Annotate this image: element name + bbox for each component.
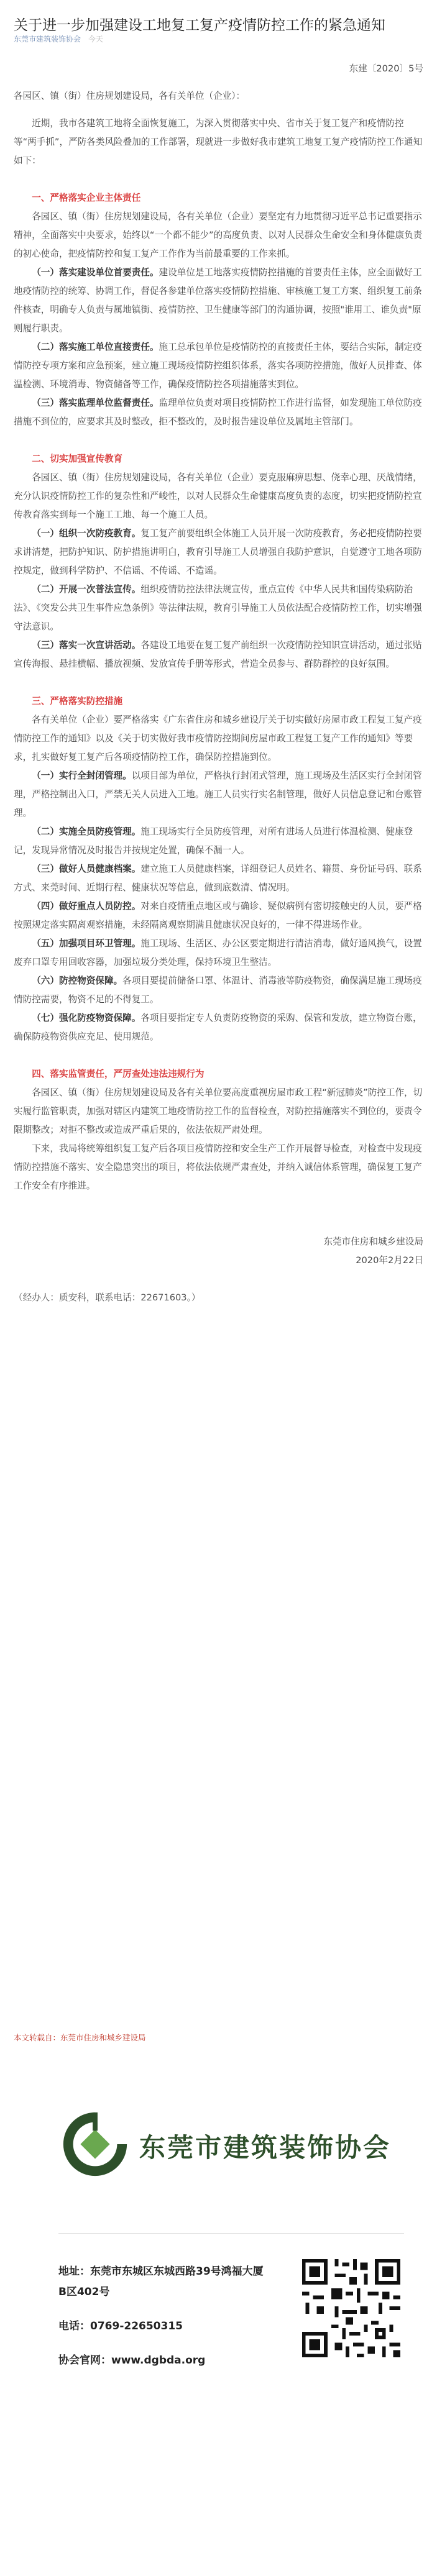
item-text: 建立施工人员健康档案，详细登记人员姓名、籍贯、身份证号码、联系方式、来莞时间、近期行程、健康状况等信息，做到底数清、情况明。 [14, 864, 422, 893]
association-logo [58, 2108, 407, 2182]
signature-org: 东莞市住房和城乡建设局 [323, 1236, 423, 1247]
divider [58, 2233, 404, 2234]
item-text: 各项目要指定专人负责防疫物资的采购、保管和发放，建立物资台账，确保防疫物资供应充足、使用规范。 [14, 1013, 422, 1042]
section-4-paragraph-1: 各园区、镇（街）住房规划建设局及各有关单位要高度重视房屋市政工程“新冠肺炎”防控工作，切实履行监管职责，加强对辖区内建筑工地疫情防控工作的监督检查，对防控措施落实不到位的，要责令限期整改；对拒不整改或造成严重后果的，依法依规严肃处理。 [14, 1087, 423, 1135]
section-3-item-4 [14, 897, 423, 934]
qr-code-icon [298, 2255, 404, 2361]
article-meta [14, 34, 103, 44]
article-body [14, 60, 423, 1307]
source-label: 本文转载自： [14, 2033, 61, 2042]
source-link[interactable]: 东莞市住房和城乡建设局 [60, 2033, 146, 2042]
section-2-intro: 各园区、镇（街）住房规划建设局，各有关单位（企业）要克服麻痹思想、侥幸心理、厌战情绪，充分认识疫情防控工作的复杂性和严峻性，以对人民群众生命健康高度负责的态度，切实把疫情防控宣传教育落实到每一个施工工地、每一个施工人员。 [14, 472, 422, 520]
intro-paragraph: 近期，我市各建筑工地将全面恢复施工，为深入贯彻落实中央、省市关于复工复产和疫情防控等“两手抓”，严防各类风险叠加的工作部署，现就进一步做好我市建筑工地复工复产疫情防控工作通知如下： [14, 118, 423, 166]
footer-card [0, 2069, 437, 2576]
contact-note: （经办人：质安科，联系电话：22671603。） [14, 1292, 201, 1303]
item-text: 各建设工地要在复工复产前组织一次疫情防控知识宣讲活动，通过张贴宣传海报、悬挂横幅、播放视频、发放宣传手册等形式，营造全员参与、群防群控的良好氛围。 [14, 640, 422, 669]
item-text: 施工总承包单位是疫情防控的直接责任主体，要结合实际，制定疫情防控专项方案和应急预案，建立施工现场疫情防控组织体系，落实各项防控措施，做好人员排查、体温检测、环境消毒、物资储备等工作，确保疫情防控各项措施落实到位。 [14, 342, 422, 390]
item-text: 监理单位负责对项目疫情防控工作进行监督，如发现施工单位防疫措施不到位的，应要求其及时整改，拒不整改的，及时报告建设单位及属地主管部门。 [14, 398, 422, 427]
section-3-item-2 [14, 823, 423, 860]
section-4-paragraph-2: 下来，我局将统筹组织复工复产后各项目疫情防控和安全生产工作开展督导检查，对检查中发现疫情防控措施不落实、安全隐患突出的项目，将依法依规严肃查处，并纳入诚信体系管理，确保复工复产工作安全有序推进。 [14, 1143, 422, 1191]
section-2-item-2 [14, 580, 423, 636]
section-1-item-1 [14, 263, 423, 338]
section-4-title: 四、落实监管责任，严厉查处违法违规行为 [32, 1069, 205, 1079]
section-3-intro: 各有关单位（企业）要严格落实《广东省住房和城乡建设厅关于切实做好房屋市政工程复工复产疫情防控工作的通知》以及《关于切实做好我市疫情防控期间房屋市政工程复工复产工作的通知》等要求，扎实做好复工复产后各项疫情防控工作，确保防控措施到位。 [14, 715, 422, 762]
item-text: 组织疫情防控法律法规宣传，重点宣传《中华人民共和国传染病防治法》、《突发公共卫生事件应急条例》等法律法规，教育引导施工人员依法配合疫情防控工作，切实增强守法意识。 [14, 584, 422, 632]
section-2-item-3 [14, 636, 423, 674]
section-1-intro: 各园区、镇（街）住房规划建设局，各有关单位（企业）要坚定有力地贯彻习近平总书记重要指示精神，全面落实中央要求，始终以“一个都不能少”的高度负责、以对人民群众生命安全和身体健康负责的初心使命，把疫情防控和复工复产工作作为当前最重要的工作来抓。 [14, 211, 423, 259]
item-text: 施工现场、生活区、办公区要定期进行清洁消毒，做好通风换气，设置废弃口罩专用回收容器，加强垃圾分类处理，保持环境卫生整洁。 [14, 938, 422, 967]
section-3-item-7 [14, 1009, 423, 1046]
signature-date: 2020年2月22日 [356, 1255, 423, 1266]
publish-time: 今天 [88, 35, 103, 43]
item-heading: （二）落实施工单位直接责任。 [32, 342, 159, 352]
item-text: 建设单位是工地落实疫情防控措施的首要责任主体，应全面做好工地疫情防控的统筹、协调工作，督促各参建单位落实疫情防控措施、审核施工复工方案、组织复工前条件核查，明确专人负责与属地镇街、疫情防控、卫生健康等部门的沟通协调，按照"谁用工、谁负责"原则履行职责。 [14, 267, 422, 334]
item-text: 复工复产前要组织全体施工人员开展一次防疫教育，务必把疫情防控要求讲清楚，把防护知识、防护措施讲明白，教育引导施工人员增强自我防护意识，自觉遵守工地各项防控规定，做到科学防护、不信谣、不传谣、不造谣。 [14, 528, 422, 576]
item-heading: （七）强化防疫物资保障。 [32, 1013, 141, 1023]
item-heading: （三）做好人员健康档案。 [32, 864, 141, 874]
association-logo-text: 东莞市建筑装饰协会 [139, 2132, 392, 2163]
doc-number: 东建〔2020〕5号 [349, 63, 423, 74]
association-logo-icon [58, 2108, 132, 2181]
item-heading: （一）组织一次防疫教育。 [32, 528, 141, 539]
article-title: 关于进一步加强建设工地复工复产疫情防控工作的紧急通知 [14, 17, 385, 34]
item-text: 施工现场实行全员防疫管理，对所有进场人员进行体温检测、健康登记，发现异常情况及时报告并按规定处置，确保不漏一人。 [14, 826, 413, 856]
item-heading: （五）加强项目环卫管理。 [32, 938, 141, 949]
website-line[interactable]: 协会官网：www.dgbda.org [58, 2354, 206, 2367]
item-heading: （三）落实监理单位监督责任。 [32, 398, 159, 408]
publisher-link[interactable]: 东莞市建筑装饰协会 [14, 35, 81, 43]
item-heading: （一）实行全封闭管理。 [32, 770, 132, 781]
address-line: 地址：东莞市东城区东城西路39号鸿福大厦B区402号 [58, 2265, 264, 2298]
item-heading: （四）做好重点人员防控。 [32, 901, 141, 911]
section-2-title: 二、切实加强宣传教育 [32, 454, 123, 464]
item-heading: （六）防控物资保障。 [32, 975, 123, 986]
item-text: 对来自疫情重点地区或与确诊、疑似病例有密切接触史的人员，要严格按照规定落实隔离观察措施，未经隔离观察期满且健康状况良好的，一律不得进场作业。 [14, 901, 422, 930]
source-note [14, 2032, 146, 2043]
contact-info [58, 2262, 270, 2385]
section-3-item-5 [14, 934, 423, 972]
item-heading: （二）开展一次普法宣传。 [32, 584, 141, 595]
item-text: 各项目要提前储备口罩、体温计、消毒液等防疫物资，确保满足施工现场疫情防控需要，物资不足的不得复工。 [14, 975, 422, 1005]
section-3-item-3 [14, 860, 423, 897]
salutation: 各园区、镇（街）住房规划建设局，各有关单位（企业）： [14, 91, 246, 101]
phone-line: 电话：0769-22650315 [58, 2320, 183, 2332]
section-1-item-2 [14, 338, 423, 394]
section-1-item-3 [14, 394, 423, 431]
item-heading: （二）实施全员防疫管理。 [32, 826, 141, 837]
section-3-item-1 [14, 767, 423, 823]
section-1-title: 一、严格落实企业主体责任 [32, 193, 141, 203]
item-heading: （一）落实建设单位首要责任。 [32, 267, 159, 278]
section-2-item-1 [14, 524, 423, 580]
section-3-title: 三、严格落实防控措施 [32, 696, 123, 706]
item-heading: （三）落实一次宣讲活动。 [32, 640, 141, 651]
item-text: 以项目部为单位，严格执行封闭式管理，施工现场及生活区实行全封闭管理，严格控制出入口，严禁无关人员进入工地。施工人员实行实名制管理，做好人员信息登记和台账管理。 [14, 770, 422, 818]
section-3-item-6 [14, 972, 423, 1009]
